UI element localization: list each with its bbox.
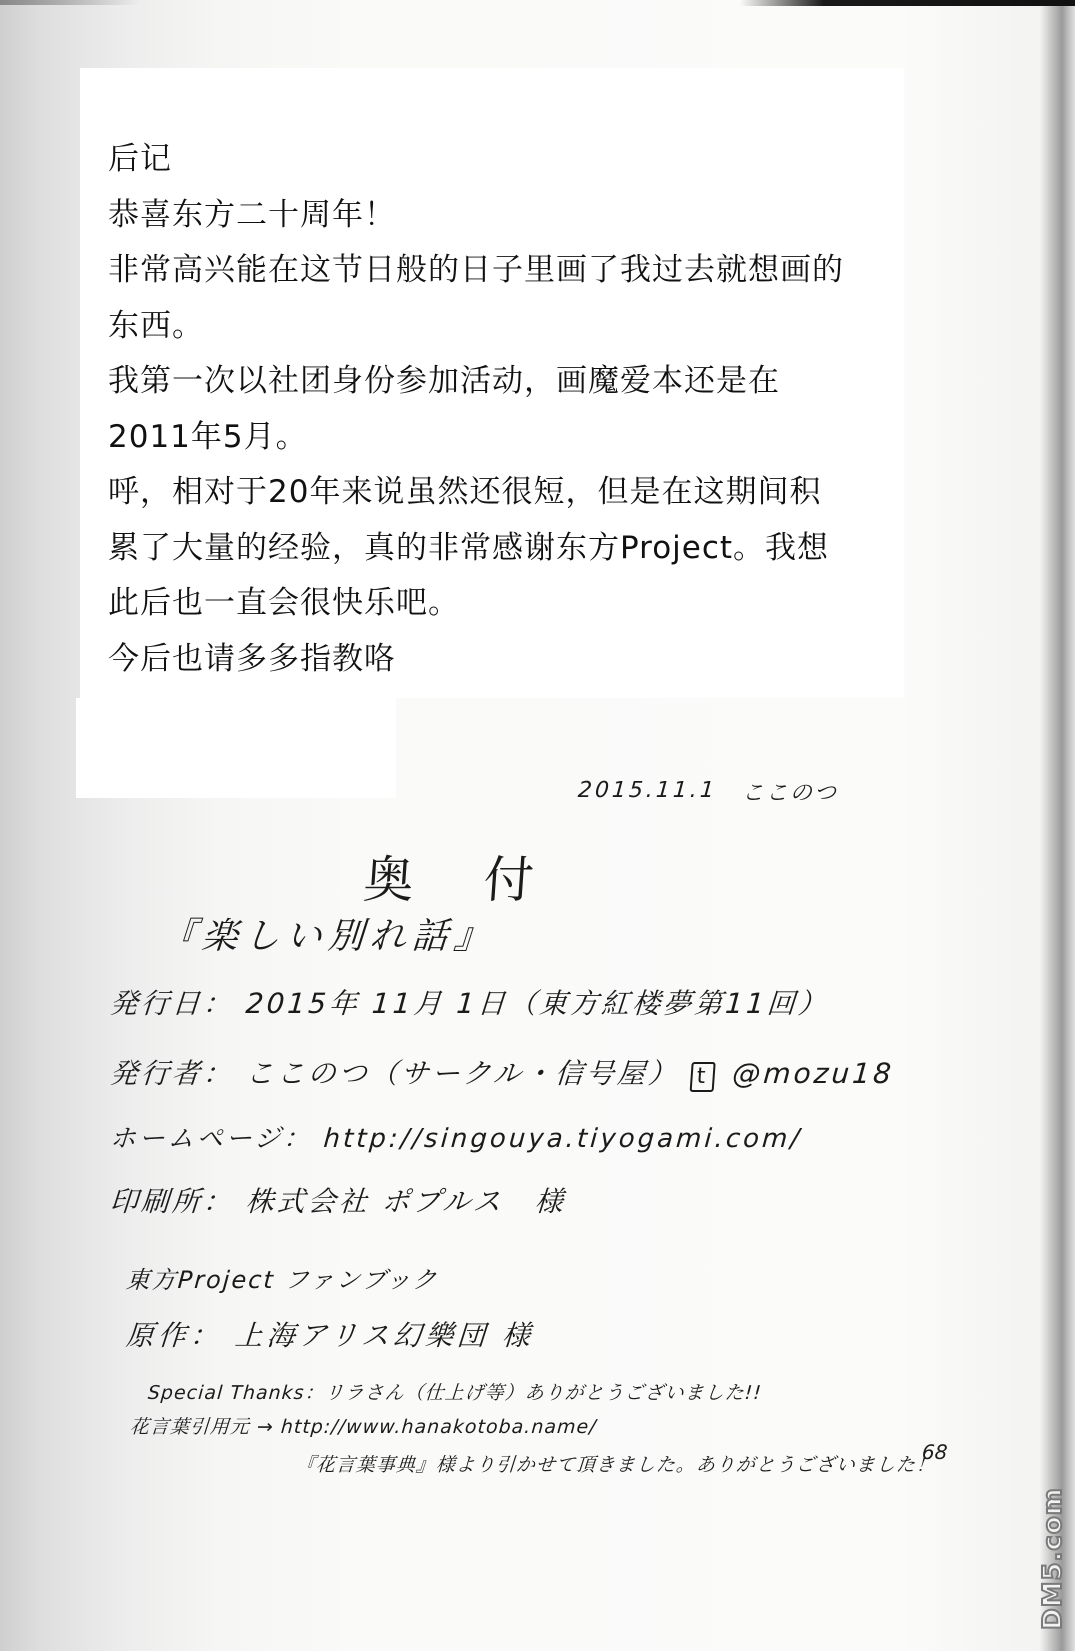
fanbook-note: 東方Project ファンブック — [124, 1266, 440, 1294]
publisher-row — [109, 1052, 896, 1092]
original-work-value: 上海アリス幻樂団 様 — [233, 1319, 536, 1352]
signature-date: 2015.11.1 — [577, 778, 718, 803]
afterword-line: 此后也一直会很快乐吧。 — [108, 585, 460, 621]
homepage-row — [109, 1118, 804, 1155]
afterword-line: 呼，相对于20年来说虽然还很短，但是在这期间积 — [108, 474, 822, 510]
afterword-line: 今后也请多多指教咯 — [108, 640, 396, 677]
twitter-handle: @mozu18 — [731, 1057, 896, 1090]
colophon-title: 奥付 — [361, 851, 606, 909]
publication-date-label: 発行日： — [108, 987, 236, 1020]
afterword-line: 累了大量的经验，真的非常感谢东方Project。我想 — [108, 529, 830, 566]
hanakotoba-source: 花言葉引用元 → http://www.hanakotoba.name/ — [129, 1416, 598, 1438]
homepage-label: ホームページ： — [108, 1124, 314, 1154]
book-title: 『楽しい別れ話』 — [158, 916, 498, 957]
afterword-line: 非常高兴能在这节日般的日子里画了我过去就想画的 — [108, 252, 844, 288]
afterword-heading: 后记 — [108, 141, 172, 177]
afterword-line: 恭喜东方二十周年！ — [108, 196, 396, 233]
original-work-row — [125, 1314, 536, 1354]
site-watermark — [1038, 1400, 1068, 1640]
publisher-label: 発行者： — [108, 1057, 236, 1090]
special-thanks: Special Thanks：リラさん（仕上げ等）ありがとうございました!! — [147, 1382, 763, 1404]
publication-date-value: 2015年 11月 1日（東方紅楼夢第11回） — [244, 987, 831, 1020]
signature-author: ここのつ — [740, 781, 839, 806]
afterword-translation — [108, 132, 908, 687]
page-number: 68 — [921, 1440, 949, 1464]
printer-value: 株式会社 ポプルス 様 — [244, 1185, 567, 1218]
publication-date-row — [109, 982, 831, 1022]
hanakotoba-thanks: 『花言葉事典』様より引かせて頂きました。ありがとうございました！ — [295, 1454, 937, 1476]
printer-label: 印刷所： — [108, 1185, 236, 1218]
afterword-line: 我第一次以社团身份参加活动，画魔爱本还是在 — [108, 363, 780, 399]
scan-edge-shadow — [740, 0, 1075, 6]
homepage-url: http://singouya.tiyogami.com/ — [322, 1124, 804, 1154]
afterword-line: 东西。 — [108, 307, 204, 344]
scan-edge-shadow-left — [0, 0, 140, 5]
afterword-line: 2011年5月。 — [108, 418, 308, 455]
original-work-label: 原作： — [124, 1319, 224, 1352]
publisher-value: ここのつ（サークル・信号屋） — [244, 1057, 681, 1090]
watermark-logo-text: DM5.com — [1038, 1487, 1068, 1630]
translation-overlay-box-extension — [76, 698, 396, 798]
printer-row — [109, 1180, 568, 1220]
twitter-t-box-icon: t — [690, 1062, 716, 1092]
